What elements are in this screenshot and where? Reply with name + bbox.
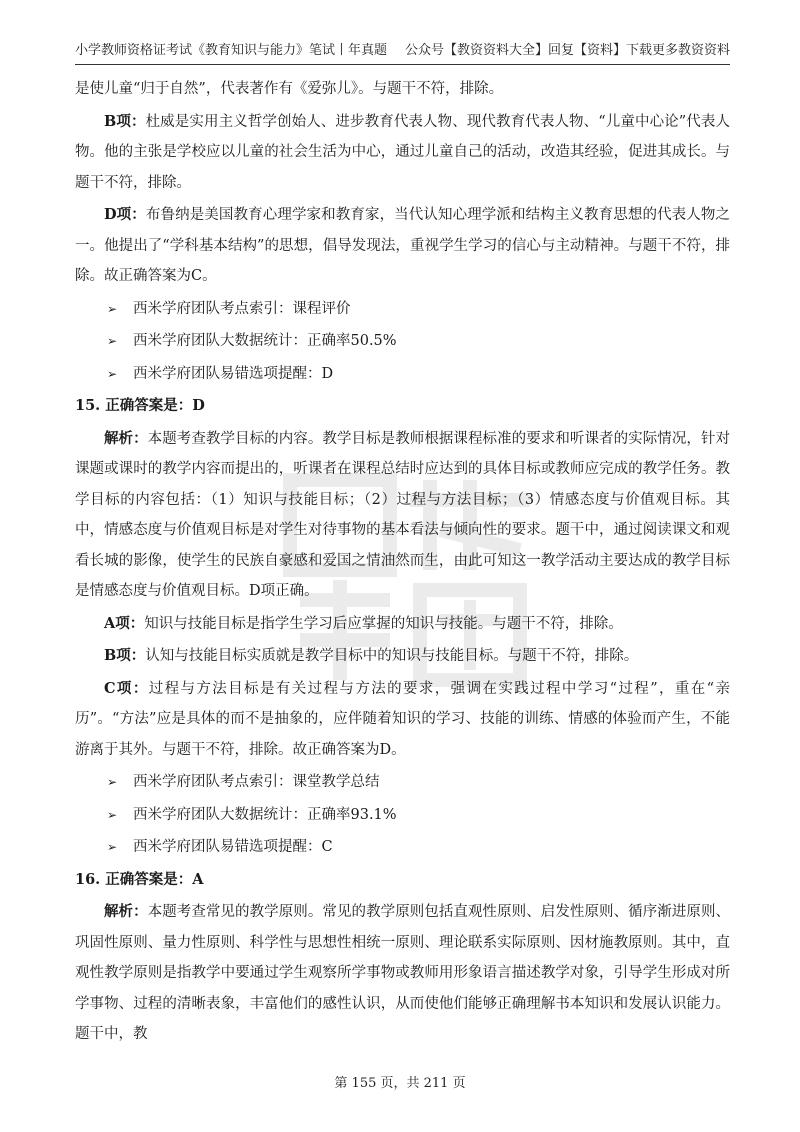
arrowhead-icon: ➢ — [107, 775, 118, 789]
arrowhead-icon: ➢ — [107, 334, 118, 348]
page-header — [75, 38, 730, 65]
paragraph-analysis: 解析：本题考查教学目标的内容。教学目标是教师根据课程标准的要求和听课者的实际情况，针对课题或课时的教学内容而提出的，听课者在课程总结时应达到的具体目标或教师应完成的教学任务。教学目标的内容包括：（1）知识与技能目标；（2）过程与方法目标；（3）情感态度与价值观目标。其中，情感态度与价值观目标是对学生对待事物的基本看法与倾向性的要求。题干中，通过阅读课文和观看长城的影像，使学生的民族自豪感和爱国之情油然而生，由此可知这一教学活动主要达成的教学目标是情感态度与价值观目标。D项正确。 — [75, 429, 731, 599]
paragraph-option-c: C项：过程与方法目标是有关过程与方法的要求，强调在实践过程中学习“过程”，重在“亲历”。“方法”应是具体的而不是抽象的，应伴随着知识的学习、技能的训练、情感的体验而产生，不能游离于其外。与题干不符，排除。故正确答案为D。 — [75, 679, 730, 758]
answer-heading-15: 15. 正确答案是：D — [75, 397, 205, 414]
arrowhead-icon: ➢ — [107, 366, 118, 381]
paragraph: 是使儿童“归于自然”，代表著作有《爱弥儿》。与题干不符，排除。 — [75, 81, 504, 97]
header-title: 小学教师资格证考试《教育知识与能力》笔试丨年真题 — [75, 43, 388, 58]
paragraph-analysis: 解析：本题考查常见的教学原则。常见的教学原则包括直观性原则、启发性原则、循序渐进原则、巩固性原则、量力性原则、科学性与思想性相统一原则、理论联系实际原则、因材施教原则。其中，直观性教学原则是指教学中要通过学生观察所学事物或教师用形象语言描述教学对象，引导学生形成对所学事物、过程的清晰表象，丰富他们的感性认识，从而使他们能够正确理解书本知识和发展认识能力。题干中，教 — [75, 903, 731, 1042]
header-promo: 公众号【教资资料大全】回复【资料】下载更多教资资料 — [404, 43, 730, 58]
paragraph-option-a: A项：知识与技能目标是指学生学习后应掌握的知识与技能。与题干不符，排除。 — [104, 614, 623, 632]
page-number: 第 155 页，共 211 页 — [334, 1076, 466, 1091]
document-body — [75, 74, 730, 1052]
answer-heading-16: 16. 正确答案是：A — [75, 870, 204, 888]
paragraph-option-b: B项：认知与技能目标实质就是教学目标中的知识与技能目标。与题干不符，排除。 — [104, 647, 639, 664]
bullet-item: ➢ 西米学府团队考点索引：课堂教学总结 — [75, 767, 730, 798]
bullet-item: ➢ 西米学府团队易错选项提醒：C — [75, 832, 730, 863]
bullet-item: ➢ 西米学府团队考点索引：课程评价 — [75, 294, 730, 325]
bullet-item: ➢ 西米学府团队大数据统计：正确率93.1% — [75, 800, 730, 831]
paragraph-option-d: D项：布鲁纳是美国教育心理学家和教育家，当代认知心理学派和结构主义教育思想的代表人物之一。他提出了“学科基本结构”的思想，倡导发现法，重视学生学习的信心与主动精神。与题干不符，排除。故正确答案为C。 — [75, 206, 730, 284]
bullet-item: ➢ 西米学府团队大数据统计：正确率50.5% — [75, 326, 730, 357]
arrowhead-icon: ➢ — [107, 301, 118, 316]
bullet-item: ➢ 西米学府团队易错选项提醒：D — [75, 359, 730, 390]
paragraph-option-b: B项：杜威是实用主义哲学创始人、进步教育代表人物、现代教育代表人物、“儿童中心论”代表人物。他的主张是学校应以儿童的社会生活为中心，通过儿童自己的活动，改造其经验，促进其成长。与题干不符，排除。 — [75, 112, 730, 191]
arrowhead-icon: ➢ — [107, 840, 118, 854]
arrowhead-icon: ➢ — [107, 807, 118, 822]
